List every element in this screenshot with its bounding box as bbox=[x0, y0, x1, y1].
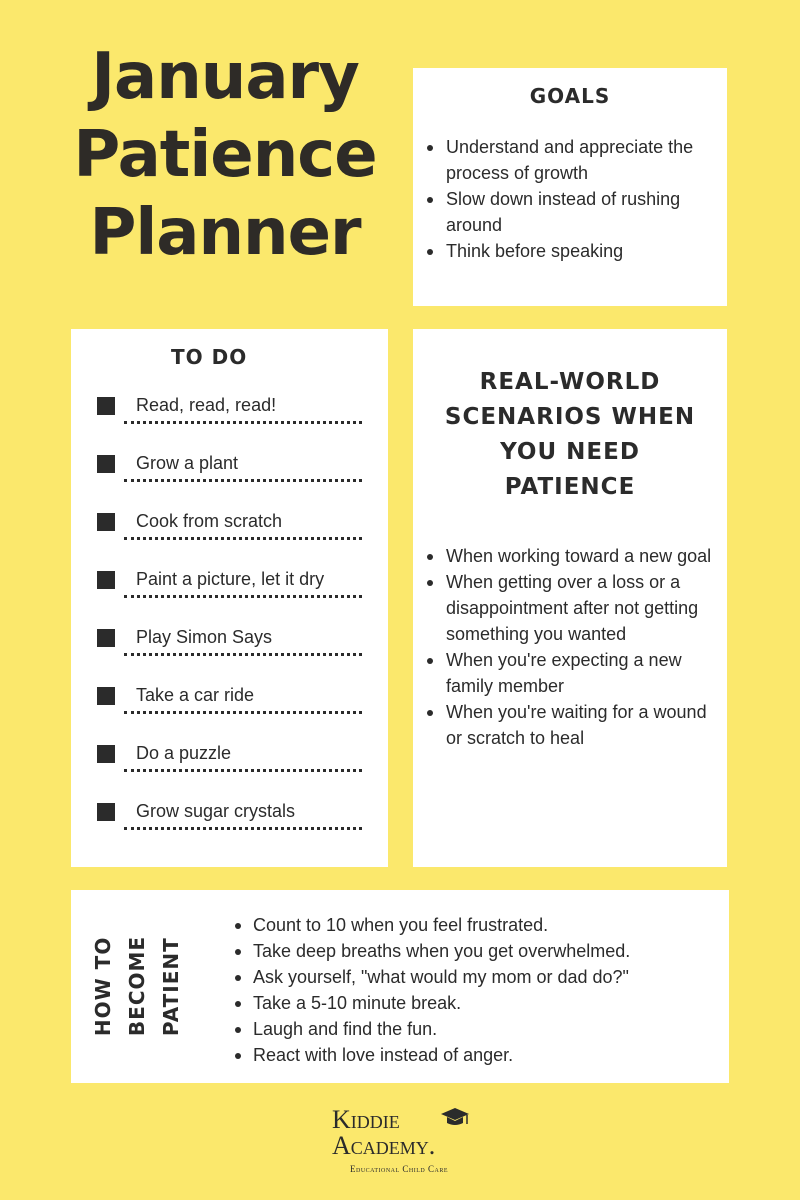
dotted-line bbox=[124, 827, 362, 830]
title-line-1: January bbox=[91, 40, 359, 114]
how-heading-line-2: BECOME bbox=[125, 935, 149, 1037]
todo-item bbox=[71, 795, 388, 853]
checkbox[interactable] bbox=[97, 455, 115, 473]
checkbox[interactable] bbox=[97, 629, 115, 647]
todo-label: Paint a picture, let it dry bbox=[136, 569, 325, 589]
checkbox[interactable] bbox=[97, 687, 115, 705]
title-line-3: Planner bbox=[89, 196, 361, 270]
todo-item bbox=[71, 447, 388, 505]
dotted-line bbox=[124, 421, 362, 424]
how-item: React with love instead of anger. bbox=[221, 1042, 630, 1068]
dotted-line bbox=[124, 479, 362, 482]
dotted-line bbox=[124, 595, 362, 598]
todo-label: Do a puzzle bbox=[136, 743, 232, 763]
todo-card bbox=[71, 329, 388, 867]
goals-heading: GOALS bbox=[529, 84, 611, 108]
page-title bbox=[40, 38, 410, 272]
scenarios-heading: REAL-WORLD SCENARIOS WHEN YOU NEED PATIENCE bbox=[444, 369, 696, 500]
how-heading-line-1: HOW TO bbox=[91, 936, 115, 1037]
scenarios-list bbox=[413, 543, 727, 751]
todo-item bbox=[71, 389, 388, 447]
checkbox[interactable] bbox=[97, 571, 115, 589]
todo-item bbox=[71, 679, 388, 737]
todo-list bbox=[71, 389, 388, 853]
dotted-line bbox=[124, 537, 362, 540]
todo-item bbox=[71, 563, 388, 621]
how-to-card bbox=[71, 890, 729, 1083]
todo-item bbox=[71, 621, 388, 679]
how-item: Ask yourself, "what would my mom or dad do?" bbox=[221, 964, 630, 990]
scenarios-item: When you're waiting for a wound or scratch to heal bbox=[413, 699, 727, 751]
title-line-2: Patience bbox=[73, 118, 377, 192]
goals-list bbox=[413, 134, 727, 264]
scenarios-card bbox=[413, 329, 727, 867]
how-to-heading bbox=[77, 890, 197, 1083]
how-item: Take deep breaths when you get overwhelmed. bbox=[221, 938, 630, 964]
graduation-cap-icon bbox=[440, 1106, 470, 1132]
todo-label: Cook from scratch bbox=[136, 511, 283, 531]
todo-label: Grow sugar crystals bbox=[136, 801, 296, 821]
todo-label: Read, read, read! bbox=[136, 395, 277, 415]
kiddie-academy-logo bbox=[320, 1104, 500, 1184]
how-list bbox=[221, 912, 630, 1068]
checkbox[interactable] bbox=[97, 803, 115, 821]
dotted-line bbox=[124, 653, 362, 656]
logo-line-1: Kiddie bbox=[332, 1105, 400, 1134]
scenarios-item: When working toward a new goal bbox=[413, 543, 727, 569]
checkbox[interactable] bbox=[97, 513, 115, 531]
todo-item bbox=[71, 737, 388, 795]
todo-label: Take a car ride bbox=[136, 685, 255, 705]
how-item: Count to 10 when you feel frustrated. bbox=[221, 912, 630, 938]
goals-item: Think before speaking bbox=[413, 238, 727, 264]
scenarios-item: When getting over a loss or a disappointment after not getting something you wanted bbox=[413, 569, 727, 647]
todo-label: Grow a plant bbox=[136, 453, 239, 473]
how-item: Laugh and find the fun. bbox=[221, 1016, 630, 1042]
goals-item: Understand and appreciate the process of growth bbox=[413, 134, 727, 186]
todo-heading: TO DO bbox=[171, 345, 248, 369]
how-item: Take a 5-10 minute break. bbox=[221, 990, 630, 1016]
logo-line-2: Academy. bbox=[332, 1131, 436, 1160]
dotted-line bbox=[124, 711, 362, 714]
todo-item bbox=[71, 505, 388, 563]
dotted-line bbox=[124, 769, 362, 772]
how-heading-line-3: PATIENT bbox=[159, 937, 183, 1037]
checkbox[interactable] bbox=[97, 745, 115, 763]
goals-card bbox=[413, 68, 727, 306]
goals-item: Slow down instead of rushing around bbox=[413, 186, 727, 238]
todo-label: Play Simon Says bbox=[136, 627, 273, 647]
checkbox[interactable] bbox=[97, 397, 115, 415]
scenarios-item: When you're expecting a new family member bbox=[413, 647, 727, 699]
logo-tagline: Educational Child Care bbox=[350, 1164, 448, 1174]
